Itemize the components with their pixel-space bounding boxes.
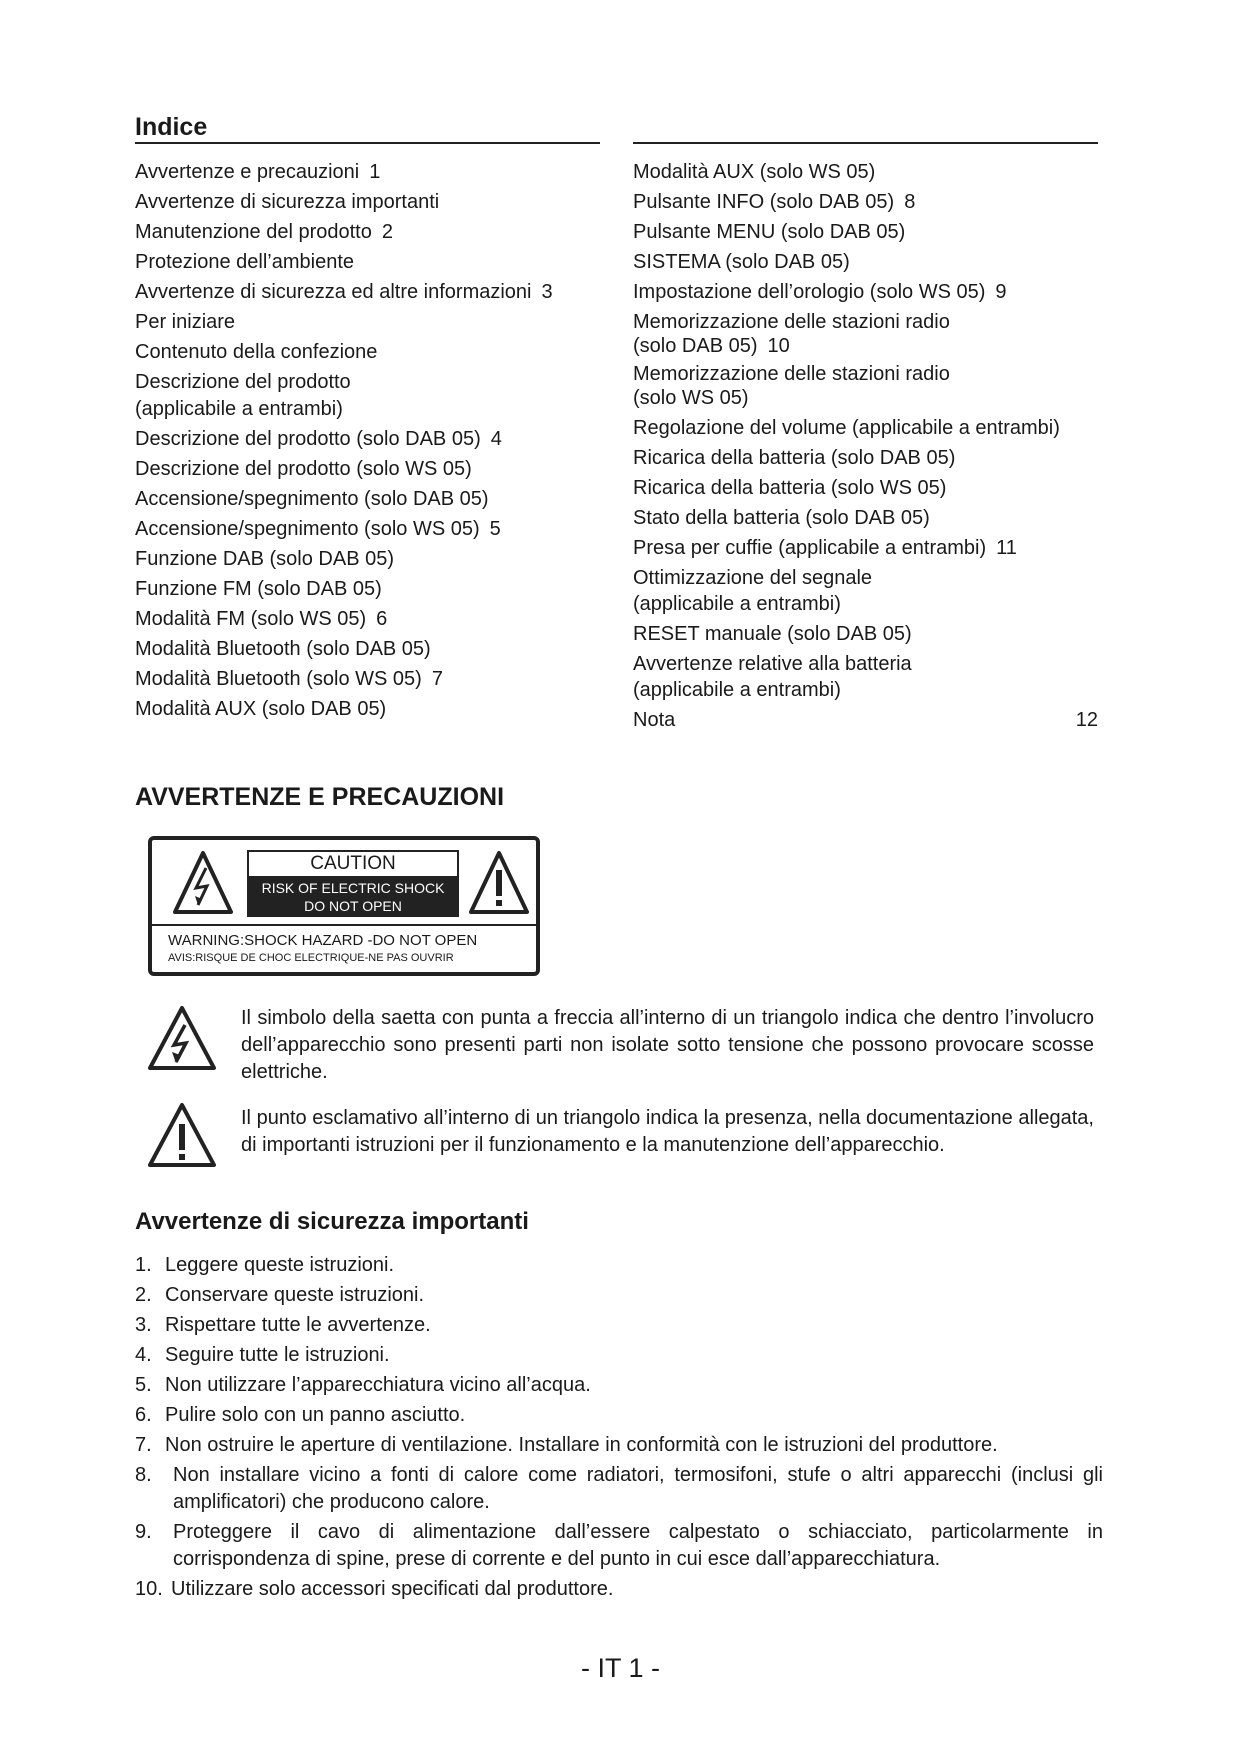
toc-item: Memorizzazione delle stazioni radio [633, 311, 950, 333]
toc-item: Avvertenze di sicurezza importanti [135, 191, 440, 213]
toc-item: Memorizzazione delle stazioni radio [633, 363, 950, 385]
toc-item: Accensione/spegnimento (solo WS 05) 5 [135, 518, 501, 540]
exclamation-icon [468, 850, 530, 916]
safety-title: Avvertenze di sicurezza importanti [135, 1208, 529, 1235]
safety-list [135, 1252, 1103, 1606]
toc-item: Avvertenze di sicurezza ed altre informazioni 3 [135, 281, 553, 303]
toc-item: Contenuto della confezione [135, 341, 378, 363]
toc-item: RESET manuale (solo DAB 05) [633, 623, 912, 645]
toc-item: SISTEMA (solo DAB 05) [633, 251, 850, 273]
exclamation-description: Il punto esclamativo all’interno di un triangolo indica la presenza, nella documentazione allegata, di importanti istruzioni per il funzionamento e la manutenzione dell’apparecchio. [241, 1107, 1094, 1156]
avis-text: AVIS:RISQUE DE CHOC ELECTRIQUE-NE PAS OUVRIR [168, 952, 454, 964]
toc-item: Descrizione del prodotto (solo DAB 05) 4 [135, 428, 502, 450]
list-item: 5. Non utilizzare l’apparecchiatura vicino all’acqua. [135, 1374, 591, 1396]
toc-item: Impostazione dell’orologio (solo WS 05) 9 [633, 281, 1007, 303]
toc-left-column [135, 160, 595, 727]
list-item: 3. Rispettare tutte le avvertenze. [135, 1314, 431, 1336]
list-item: 4. Seguire tutte le istruzioni. [135, 1344, 390, 1366]
toc-item: Modalità Bluetooth (solo WS 05) 7 [135, 668, 443, 690]
do-not-open-text: DO NOT OPEN [304, 898, 402, 914]
list-item: 9. Proteggere il cavo di alimentazione dall’essere calpestato o schiacciato, particolarmente in corrispondenza di spine, prese di corrente e del punto in cui esce dall’apparecchiatura. [135, 1521, 1103, 1570]
label-divider [152, 924, 536, 926]
index-rule-right [633, 142, 1098, 144]
index-rule-left [135, 142, 600, 144]
toc-item: (applicabile a entrambi) [135, 398, 343, 420]
toc-item: Manutenzione del prodotto 2 [135, 221, 393, 243]
toc-item: (applicabile a entrambi) [633, 593, 841, 615]
page-number: - IT 1 - [580, 1653, 660, 1683]
toc-item: (applicabile a entrambi) [633, 679, 841, 701]
toc-item: Descrizione del prodotto (solo WS 05) [135, 458, 472, 480]
toc-item: Descrizione del prodotto [135, 371, 351, 393]
toc-item: (solo WS 05) [633, 387, 749, 409]
warning-text: WARNING:SHOCK HAZARD -DO NOT OPEN [168, 932, 478, 949]
toc-item: Accensione/spegnimento (solo DAB 05) [135, 488, 489, 510]
toc-item: Avvertenze relative alla batteria [633, 653, 912, 675]
toc-item: Modalità FM (solo WS 05) 6 [135, 608, 388, 630]
toc-item: (solo DAB 05) 10 [633, 335, 790, 357]
toc-item: Regolazione del volume (applicabile a entrambi) [633, 417, 1060, 439]
toc-item: Presa per cuffie (applicabile a entrambi) 11 [633, 537, 1017, 559]
risk-text: RISK OF ELECTRIC SHOCK [261, 880, 445, 896]
risk-banner [247, 878, 459, 917]
toc-item: Pulsante MENU (solo DAB 05) [633, 221, 906, 243]
list-item: 2. Conservare queste istruzioni. [135, 1284, 425, 1306]
toc-item: Stato della batteria (solo DAB 05) [633, 507, 930, 529]
lightning-triangle-icon [147, 1005, 217, 1071]
toc-item: Ricarica della batteria (solo DAB 05) [633, 447, 956, 469]
toc-item: Funzione DAB (solo DAB 05) [135, 548, 395, 570]
list-item: 8. Non installare vicino a fonti di calore come radiatori, termosifoni, stufe o altri apparecchi (inclusi gli amplificatori) che producono calore. [135, 1464, 1103, 1513]
toc-item: Per iniziare [135, 311, 236, 333]
list-item: 10. Utilizzare solo accessori specificati dal produttore. [135, 1578, 614, 1600]
warnings-title: AVVERTENZE E PRECAUZIONI [135, 783, 505, 811]
toc-item: Ottimizzazione del segnale [633, 567, 873, 589]
toc-right-column [633, 160, 1098, 738]
index-title: Indice [135, 113, 208, 141]
toc-item: Pulsante INFO (solo DAB 05) 8 [633, 191, 916, 213]
toc-item: Ricarica della batteria (solo WS 05) [633, 477, 947, 499]
toc-item: Modalità AUX (solo DAB 05) [135, 698, 387, 720]
list-item: 1. Leggere queste istruzioni. [135, 1254, 395, 1276]
toc-item: Protezione dell’ambiente [135, 251, 355, 273]
lightning-icon [172, 850, 234, 916]
list-item: 6. Pulire solo con un panno asciutto. [135, 1404, 466, 1426]
list-item: 7. Non ostruire le aperture di ventilazione. Installare in conformità con le istruzioni del produttore. [135, 1434, 998, 1456]
lightning-description: Il simbolo della saetta con punta a freccia all’interno di un triangolo indica che dentro l’involucro dell’apparecchio sono presenti parti non isolate sotto tensione che possono provocare scosse elettriche. [241, 1007, 1094, 1083]
toc-item: Avvertenze e precauzioni 1 [135, 161, 381, 183]
caution-text: CAUTION [247, 850, 459, 878]
exclamation-triangle-icon [147, 1102, 217, 1168]
toc-item: Modalità AUX (solo WS 05) [633, 161, 876, 183]
toc-item: Modalità Bluetooth (solo DAB 05) [135, 638, 431, 660]
toc-item: Nota 12 [633, 709, 1098, 731]
caution-label [148, 836, 540, 976]
toc-item: Funzione FM (solo DAB 05) [135, 578, 382, 600]
